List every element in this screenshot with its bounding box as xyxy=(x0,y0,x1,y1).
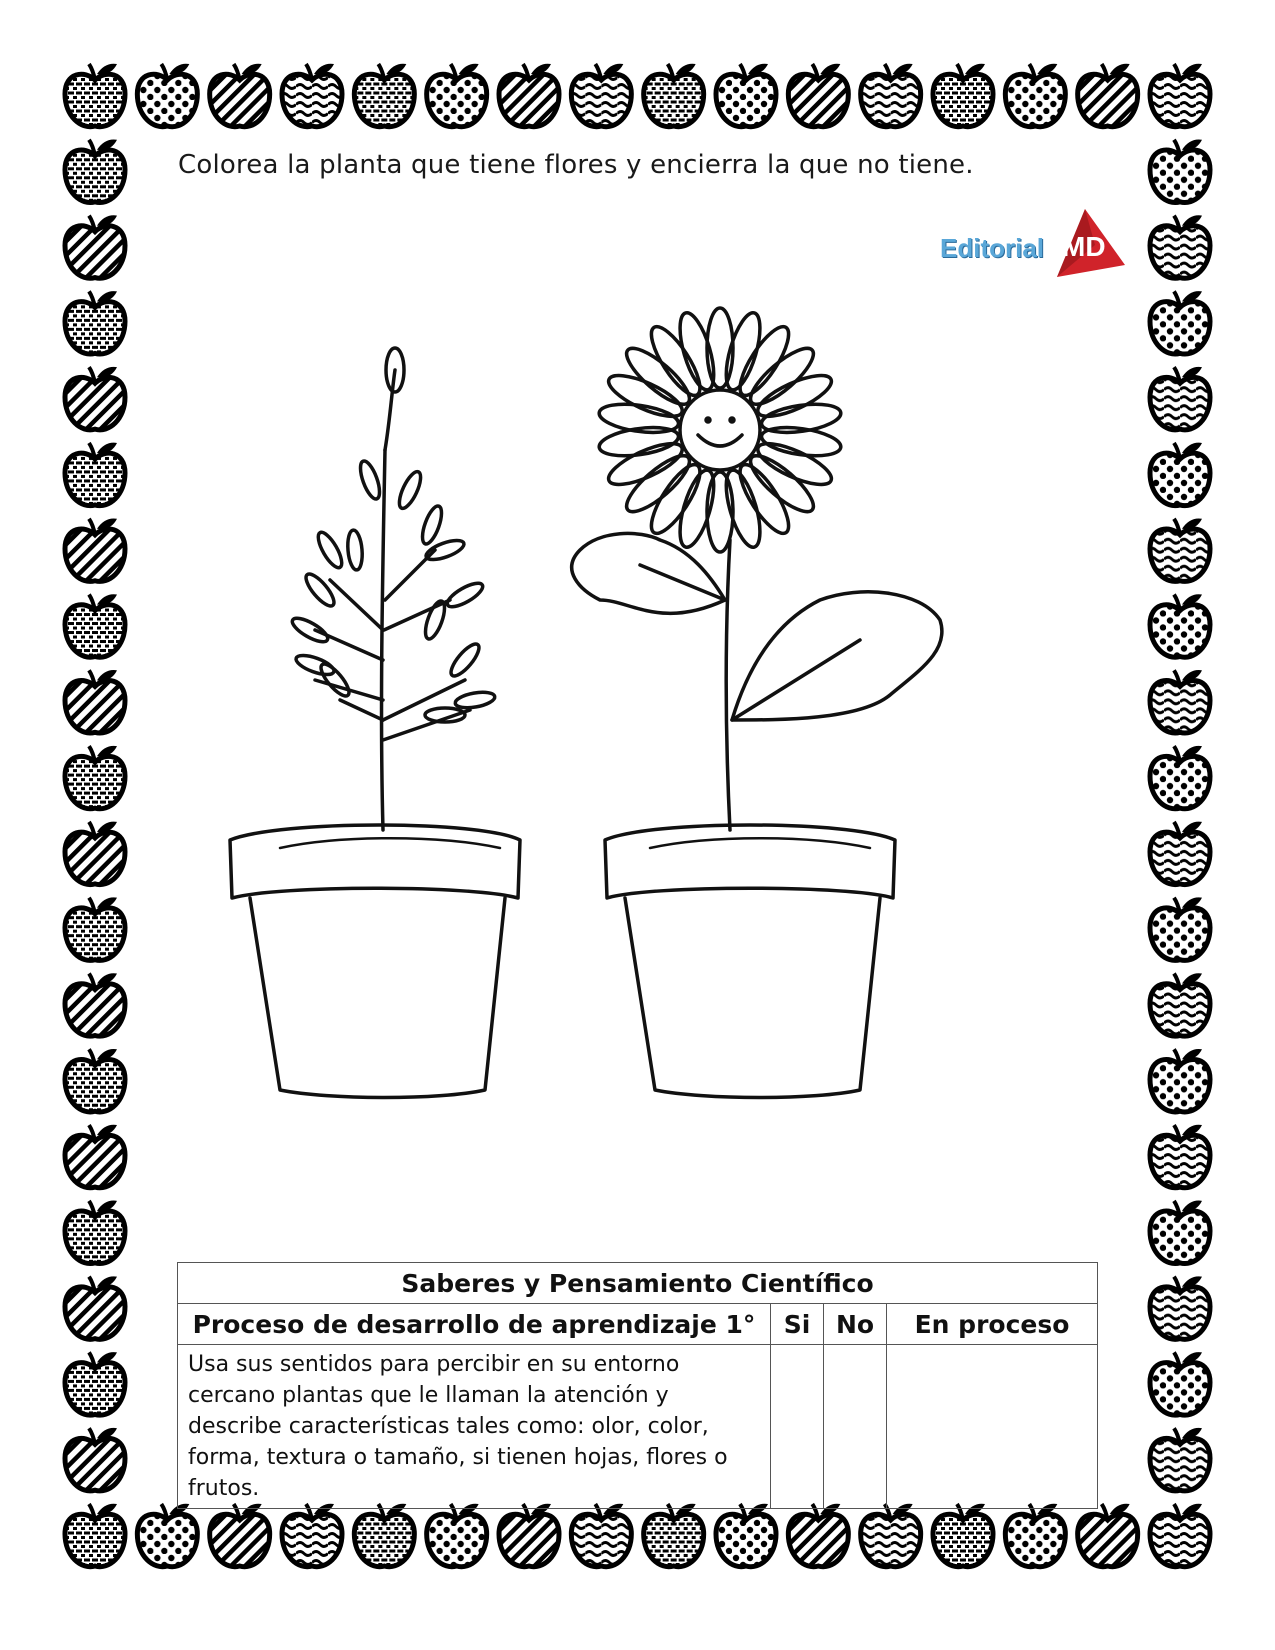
apple-icon xyxy=(354,64,414,127)
apple-icon xyxy=(1150,1049,1210,1112)
apple-icon xyxy=(65,594,125,657)
apple-icon xyxy=(1005,64,1065,127)
apple-icon xyxy=(933,1504,993,1567)
apple-icon xyxy=(788,1504,848,1567)
apple-icon xyxy=(1150,670,1210,733)
apple-icon xyxy=(65,140,125,203)
apple-icon xyxy=(1150,1504,1210,1567)
rubric-header-process: Proceso de desarrollo de aprendizaje 1° xyxy=(178,1304,771,1345)
apple-icon xyxy=(65,1125,125,1188)
apple-icon xyxy=(65,822,125,885)
apple-icon xyxy=(1078,1504,1138,1567)
petal xyxy=(760,400,843,437)
apple-icon xyxy=(65,518,125,581)
apple-icon xyxy=(499,1504,559,1567)
apple-icon xyxy=(1150,1352,1210,1415)
apple-icon xyxy=(788,64,848,127)
apple-icon xyxy=(1150,215,1210,278)
apple-icon xyxy=(65,670,125,733)
apple-icon xyxy=(571,64,631,127)
apple-icon xyxy=(933,64,993,127)
apple-icon xyxy=(571,1504,631,1567)
apple-icon xyxy=(499,64,559,127)
plants-illustration xyxy=(220,300,1040,1160)
apple-icon xyxy=(1005,1504,1065,1567)
apple-icon xyxy=(210,64,270,127)
apple-icon xyxy=(427,1504,487,1567)
apple-icon xyxy=(1150,1201,1210,1264)
left-pot-icon xyxy=(230,825,520,1098)
apple-icon xyxy=(65,367,125,430)
apple-icon xyxy=(65,1201,125,1264)
apple-icon xyxy=(65,1352,125,1415)
logo-text: Editorial xyxy=(940,233,1045,263)
apple-icon xyxy=(1150,518,1210,581)
apple-icon xyxy=(282,1504,342,1567)
apple-icon xyxy=(65,1276,125,1339)
apple-icon xyxy=(65,746,125,809)
apple-icon xyxy=(1150,1125,1210,1188)
apple-icon xyxy=(137,64,197,127)
smiling-flower-icon xyxy=(572,308,942,830)
apple-icon xyxy=(1150,64,1210,127)
apple-icon xyxy=(1150,897,1210,960)
apple-icon xyxy=(1150,594,1210,657)
apple-icon xyxy=(1150,443,1210,506)
apple-icon xyxy=(65,973,125,1036)
apple-icon xyxy=(1150,1428,1210,1491)
apple-icon xyxy=(210,1504,270,1567)
apple-icon xyxy=(65,1428,125,1491)
petal xyxy=(597,423,680,460)
right-pot-icon xyxy=(605,825,895,1098)
apple-icon xyxy=(861,64,921,127)
apple-icon xyxy=(1150,973,1210,1036)
apple-icon xyxy=(65,1049,125,1112)
instruction-text: Colorea la planta que tiene flores y encierra la que no tiene. xyxy=(178,150,974,180)
rubric-header-en-proceso: En proceso xyxy=(887,1304,1098,1345)
apple-icon xyxy=(644,1504,704,1567)
apple-icon xyxy=(1150,140,1210,203)
rubric-description: Usa sus sentidos para percibir en su entorno cercano plantas que le llaman la atención y describe características tales como: olor, color, forma, textura o tamaño, si tienen hojas, flores o frutos. xyxy=(178,1345,771,1509)
apple-icon xyxy=(427,64,487,127)
apple-icon xyxy=(65,1504,125,1567)
apple-icon xyxy=(65,291,125,354)
apple-icon xyxy=(65,64,125,127)
rubric-cell-en-proceso[interactable] xyxy=(887,1345,1098,1509)
apple-icon xyxy=(716,1504,776,1567)
apple-icon xyxy=(65,443,125,506)
apple-icon xyxy=(354,1504,414,1567)
rubric-table xyxy=(177,1262,1098,1509)
apple-icon xyxy=(1150,746,1210,809)
apple-icon xyxy=(716,64,776,127)
apple-icon xyxy=(282,64,342,127)
apple-icon xyxy=(65,897,125,960)
apple-icon xyxy=(137,1504,197,1567)
plant-without-flowers-icon xyxy=(289,348,496,830)
apple-icon xyxy=(644,64,704,127)
rubric-title: Saberes y Pensamiento Científico xyxy=(178,1263,1098,1304)
apple-icon xyxy=(65,215,125,278)
apple-icon xyxy=(1078,64,1138,127)
editorial-md-logo xyxy=(940,205,1125,285)
apple-icon xyxy=(1150,367,1210,430)
rubric-header-no: No xyxy=(824,1304,887,1345)
rubric-cell-si[interactable] xyxy=(771,1345,824,1509)
rubric-header-si: Si xyxy=(771,1304,824,1345)
logo-mark: MD xyxy=(1062,231,1106,262)
apple-icon xyxy=(1150,822,1210,885)
rubric-cell-no[interactable] xyxy=(824,1345,887,1509)
apple-icon xyxy=(861,1504,921,1567)
apple-icon xyxy=(1150,1276,1210,1339)
apple-icon xyxy=(1150,291,1210,354)
